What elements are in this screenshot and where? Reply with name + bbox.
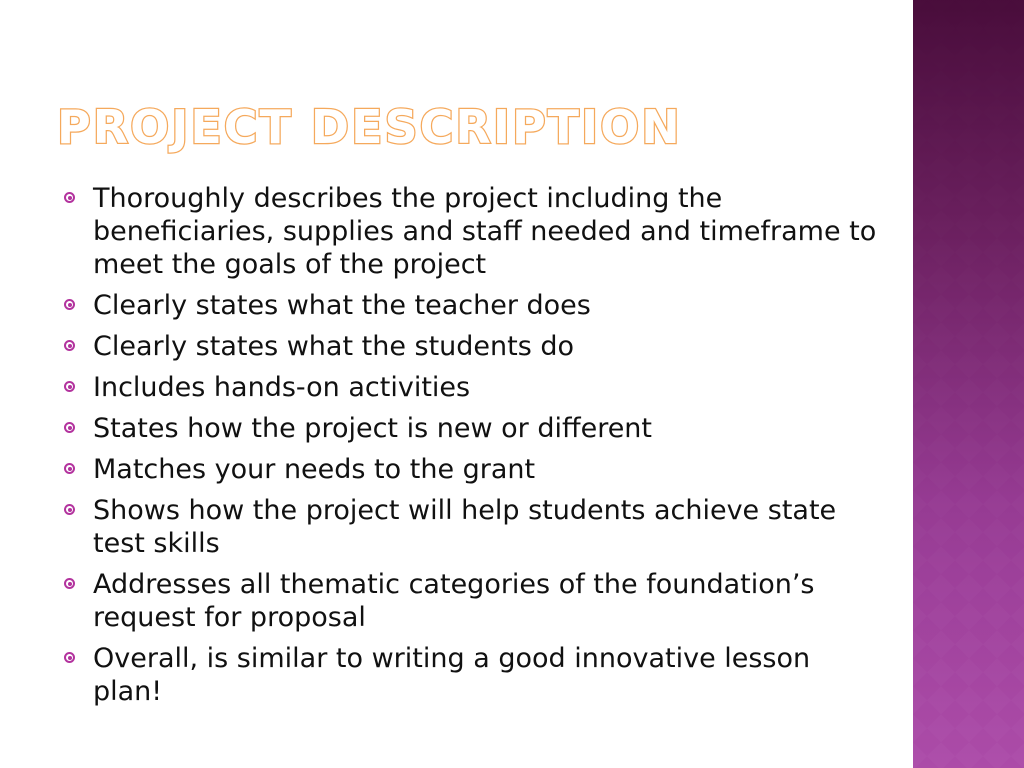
bullet-text: Addresses all thematic categories of the foundation’s request for proposal (93, 569, 815, 633)
bullet-icon (64, 340, 75, 351)
bullet-item (60, 412, 880, 445)
bullet-item (60, 182, 880, 281)
bullet-item (60, 330, 880, 363)
bullet-icon (64, 192, 75, 203)
bullet-item (60, 289, 880, 322)
bullet-text: Shows how the project will help students achieve state test skills (93, 495, 837, 559)
bullet-text: Thoroughly describes the project including the beneficiaries, supplies and staff needed and timeframe to meet the goals of the project (93, 183, 877, 280)
bullet-icon (64, 381, 75, 392)
bullet-item (60, 453, 880, 486)
bullet-list (60, 182, 880, 716)
bullet-icon (64, 299, 75, 310)
bullet-text: Includes hands-on activities (93, 372, 471, 403)
decorative-side-band (913, 0, 1024, 768)
bullet-icon (64, 422, 75, 433)
bullet-text: Clearly states what the students do (93, 331, 575, 362)
bullet-item (60, 371, 880, 404)
bullet-icon (64, 652, 75, 663)
bullet-text: Overall, is similar to writing a good innovative lesson plan! (93, 643, 811, 707)
bullet-icon (64, 463, 75, 474)
bullet-text: Matches your needs to the grant (93, 454, 536, 485)
bullet-item (60, 568, 880, 634)
bullet-text: States how the project is new or different (93, 413, 653, 444)
slide-title: PROJECT DESCRIPTION (57, 100, 682, 154)
bullet-item (60, 494, 880, 560)
bullet-item (60, 642, 880, 708)
bullet-text: Clearly states what the teacher does (93, 290, 591, 321)
bullet-icon (64, 504, 75, 515)
bullet-icon (64, 578, 75, 589)
